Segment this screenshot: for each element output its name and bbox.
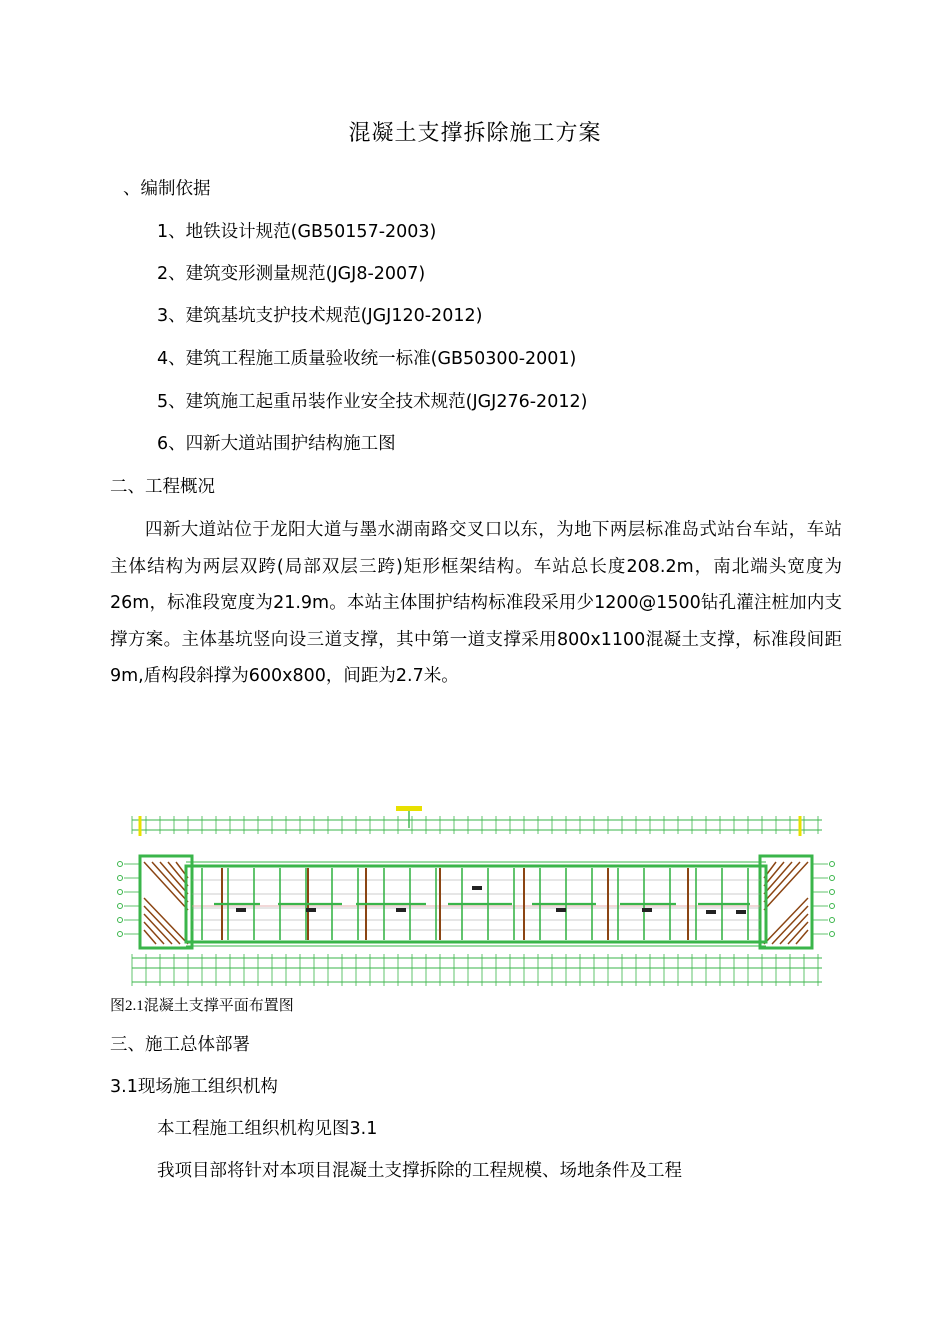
diagonal-brace: [144, 930, 156, 944]
section-heading-basis: 、编制依据: [123, 179, 211, 199]
axis-marker: [830, 890, 835, 895]
basis-item-4: 4、建筑工程施工质量验收统一标准(GB50300-2001): [157, 349, 577, 369]
label-mark: [556, 908, 566, 912]
diagonal-brace: [780, 914, 808, 944]
axis-marker: [830, 862, 835, 867]
axis-marker: [118, 890, 123, 895]
axis-marker: [118, 932, 123, 937]
diagonal-brace: [160, 862, 188, 894]
diagonal-brace: [796, 930, 808, 944]
label-mark: [472, 886, 482, 890]
label-mark: [736, 910, 746, 914]
figure-caption: 图2.1混凝土支撑平面布置图: [110, 998, 294, 1014]
axis-marker: [118, 876, 123, 881]
axis-marker: [830, 876, 835, 881]
label-mark: [306, 908, 316, 912]
basis-item-5: 5、建筑施工起重吊装作业安全技术规范(JGJ276-2012): [157, 392, 588, 412]
diagonal-brace: [764, 862, 792, 894]
diagonal-brace: [764, 862, 800, 902]
label-mark: [642, 908, 652, 912]
section-heading-deployment: 三、施工总体部署: [110, 1035, 250, 1055]
label-mark: [396, 908, 406, 912]
page-title: 混凝土支撑拆除施工方案: [348, 121, 602, 146]
diagonal-brace: [144, 906, 180, 944]
axis-marker: [118, 904, 123, 909]
support-layout-drawing: [110, 806, 842, 994]
subsection-heading-organization: 3.1现场施工组织机构: [110, 1077, 278, 1097]
diagonal-brace: [772, 906, 808, 944]
org-text-line-1: 本工程施工组织机构见图3.1: [157, 1119, 378, 1139]
axis-marker: [118, 862, 123, 867]
basis-item-6: 6、四新大道站围护结构施工图: [157, 434, 396, 454]
section-heading-overview: 二、工程概况: [110, 477, 215, 497]
diagonal-brace: [144, 914, 172, 944]
basis-item-1: 1、地铁设计规范(GB50157-2003): [157, 222, 437, 242]
basis-item-3: 3、建筑基坑支护技术规范(JGJ120-2012): [157, 306, 483, 326]
basis-item-2: 2、建筑变形测量规范(JGJ8-2007): [157, 264, 426, 284]
axis-marker: [118, 918, 123, 923]
label-mark: [706, 910, 716, 914]
axis-marker: [830, 918, 835, 923]
axis-marker: [830, 932, 835, 937]
north-marker-bar: [396, 806, 422, 811]
label-mark: [236, 908, 246, 912]
org-text-line-2: 我项目部将针对本项目混凝土支撑拆除的工程规模、场地条件及工程: [157, 1161, 682, 1181]
overview-paragraph: 四新大道站位于龙阳大道与墨水湖南路交叉口以东，为地下两层标准岛式站台车站，车站主体结构为两层双跨(局部双层三跨)矩形框架结构。车站总长度208.2m，南北端头宽度为26m，标准段宽度为21.9m。本站主体围护结构标准段采用少1200@1500钻孔灌注桩加内支撑方案。主体基坑竖向设三道支撑，其中第一道支撑采用800x1100混凝土支撑，标准段间距9m,盾构段斜撑为600x800，间距为2.7米。: [110, 520, 842, 686]
plan-drawing-svg: [110, 806, 842, 994]
axis-marker: [830, 904, 835, 909]
diagonal-brace: [152, 862, 188, 902]
